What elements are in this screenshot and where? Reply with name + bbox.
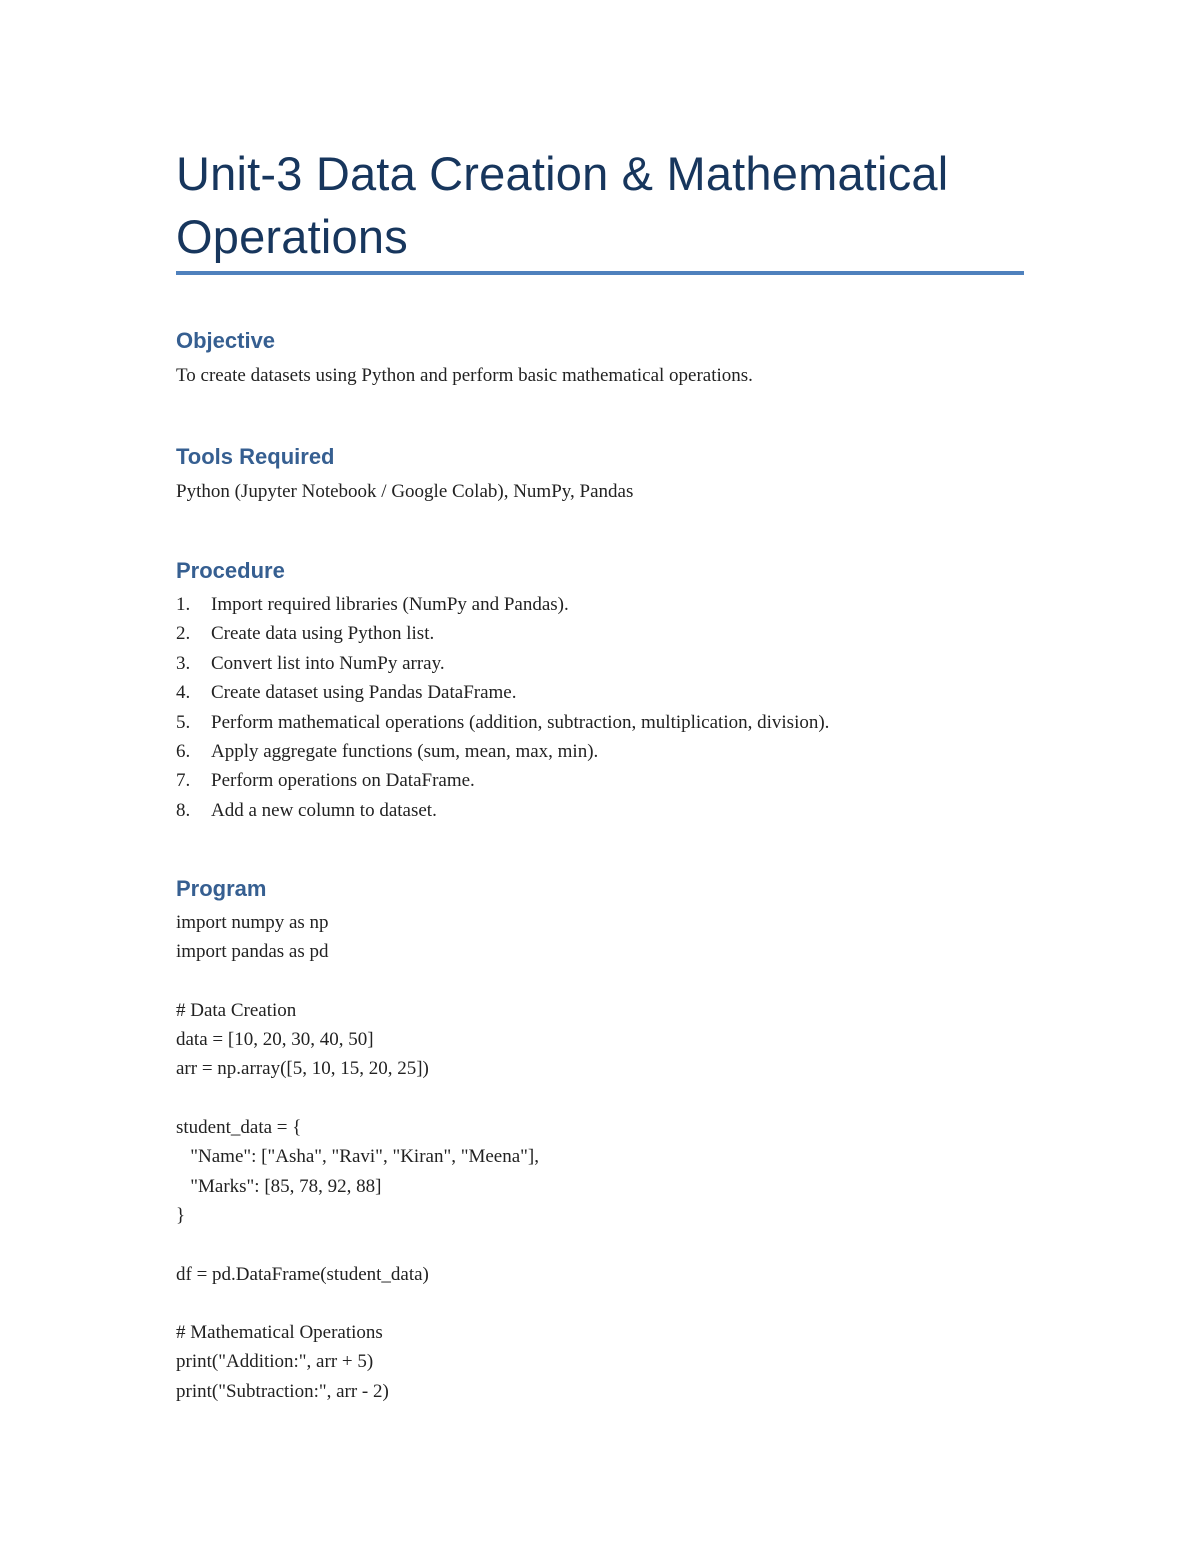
step-text: Perform mathematical operations (addition, subtraction, multiplication, division). xyxy=(211,711,830,733)
code-line: student_data = { xyxy=(176,1117,302,1139)
code-line: "Name": ["Asha", "Ravi", "Kiran", "Meena"], xyxy=(176,1146,539,1168)
list-item xyxy=(176,766,829,795)
objective-heading: Objective xyxy=(176,328,276,353)
code-line: # Data Creation xyxy=(176,999,297,1021)
code-line: data = [10, 20, 30, 40, 50] xyxy=(176,1029,374,1051)
document-title: Unit-3 Data Creation & Mathematical Operations xyxy=(176,147,949,263)
step-number: 4. xyxy=(176,682,191,704)
objective-text: To create datasets using Python and perform basic mathematical operations. xyxy=(176,365,753,386)
list-item xyxy=(176,590,829,619)
step-text: Apply aggregate functions (sum, mean, max, min). xyxy=(211,741,599,763)
step-text: Convert list into NumPy array. xyxy=(211,652,445,674)
step-number: 7. xyxy=(176,770,191,792)
step-number: 1. xyxy=(176,594,191,615)
procedure-heading: Procedure xyxy=(176,558,285,583)
code-line xyxy=(176,1230,539,1259)
step-text: Create data using Python list. xyxy=(211,623,435,645)
list-item xyxy=(176,796,829,825)
list-item xyxy=(176,708,829,737)
step-text: Perform operations on DataFrame. xyxy=(211,770,475,792)
step-text: Create dataset using Pandas DataFrame. xyxy=(211,682,517,704)
list-item xyxy=(176,678,829,707)
title-underline xyxy=(176,271,1024,275)
code-line xyxy=(176,967,539,996)
code-line: # Mathematical Operations xyxy=(176,1322,383,1344)
step-text: Import required libraries (NumPy and Pandas). xyxy=(211,594,569,615)
tools-text: Python (Jupyter Notebook / Google Colab), NumPy, Pandas xyxy=(176,481,634,502)
step-number: 3. xyxy=(176,652,191,674)
step-number: 5. xyxy=(176,711,191,733)
code-line: arr = np.array([5, 10, 15, 20, 25]) xyxy=(176,1058,429,1080)
step-number: 2. xyxy=(176,623,191,645)
code-line xyxy=(176,1084,539,1113)
code-line: print("Addition:", arr + 5) xyxy=(176,1351,374,1373)
list-item xyxy=(176,737,829,766)
program-code xyxy=(176,908,539,1406)
code-line: import numpy as np xyxy=(176,912,329,933)
code-line xyxy=(176,1289,539,1318)
procedure-steps xyxy=(176,590,829,825)
step-number: 8. xyxy=(176,799,191,821)
code-line: import pandas as pd xyxy=(176,941,329,963)
program-heading: Program xyxy=(176,876,267,901)
step-number: 6. xyxy=(176,741,191,763)
list-item xyxy=(176,619,829,648)
list-item xyxy=(176,649,829,678)
code-line: df = pd.DataFrame(student_data) xyxy=(176,1263,429,1285)
code-line: print("Subtraction:", arr - 2) xyxy=(176,1380,389,1402)
code-line: "Marks": [85, 78, 92, 88] xyxy=(176,1175,382,1197)
tools-heading: Tools Required xyxy=(176,444,335,469)
step-text: Add a new column to dataset. xyxy=(211,799,437,821)
code-line: } xyxy=(176,1204,186,1226)
